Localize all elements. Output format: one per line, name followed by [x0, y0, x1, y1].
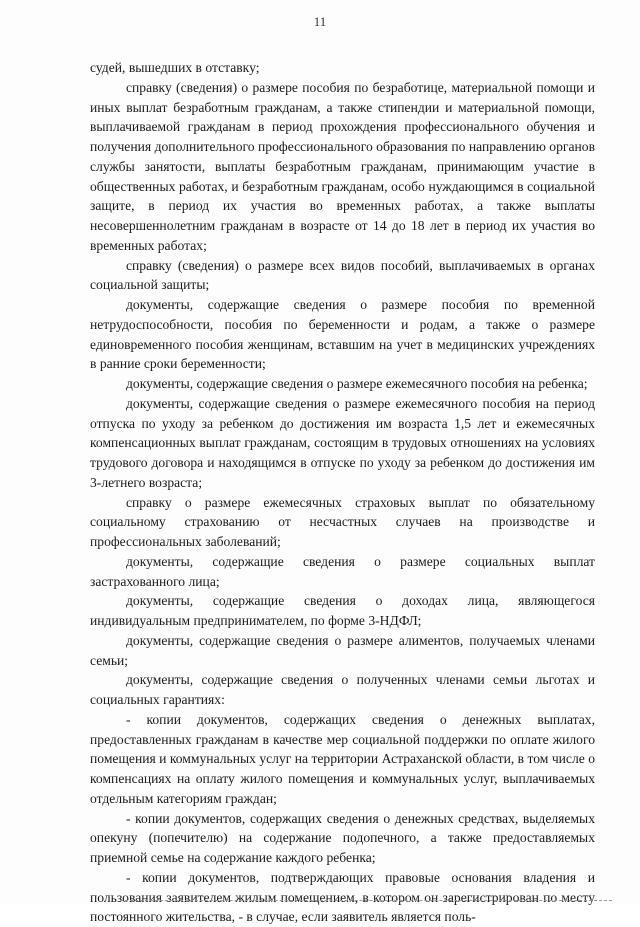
paragraph-13: - копии документов, содержащих сведения о денежных средствах, выделяемых опекуну (попечителю) на содержание подопечного, а также предоставляемых приемной семье на содержание каждого ребенка; — [90, 810, 595, 865]
paragraph-5: документы, содержащие сведения о размере ежемесячного пособия на ребенка; — [126, 376, 588, 391]
paragraph-6: документы, содержащие сведения о размере ежемесячного пособия на период отпуска по уходу за ребенком до достижения им возраста 1,5 лет и ежемесячных компенсационных выплат гражданам, состоящим в трудовых отношениях на условиях трудового договора и находящимся в отпуске по уходу за ребенком до достижения им 3-летнего возраста; — [90, 395, 595, 490]
paragraph-4: документы, содержащие сведения о размере пособия по временной нетрудоспособности, пособия по беременности и родам, а также о размере единовременного пособия женщинам, вставшим на учет в медицинских учреждениях в ранние сроки беременности; — [90, 297, 595, 372]
paragraph-3: справку (сведения) о размере всех видов пособий, выплачиваемых в органах социальной защиты; — [90, 257, 595, 293]
paragraph-7: справку о размере ежемесячных страховых выплат по обязательному социальному страхованию от несчастных случаев на производстве и профессиональных заболеваний; — [90, 494, 595, 549]
paragraph-10: документы, содержащие сведения о размере алиментов, получаемых членами семьи; — [90, 632, 595, 668]
paragraph-9: документы, содержащие сведения о доходах лица, являющегося индивидуальным предпринимателем, по форме 3-НДФЛ; — [90, 593, 595, 628]
paragraph-14: - копии документов, подтверждающих правовые основания владения и пользования заявителем жилым помещением, в котором он зарегистрирован по месту постоянного жительства, - в случае, если заявитель является поль- — [90, 869, 595, 925]
footer-divider — [120, 900, 612, 901]
paragraph-8: документы, содержащие сведения о размере социальных выплат застрахованного лица; — [90, 553, 595, 589]
paragraph-2: справку (сведения) о размере пособия по безработице, материальной помощи и иных выплат безработным гражданам, а также стипендии и материальной помощи, выплачиваемой гражданам в период прохождения профессионального обучения и получения дополнительного профессионального образования по направлению органов службы занятости, выплаты безработным гражданам, принимающим участие в общественных работах, и безработным гражданам, особо нуждающимся в социальной защите, в период их участия во временных работах, а также выплаты несовершеннолетним гражданам в возрасте от 14 до 18 лет в период их участия во временных работах; — [90, 79, 595, 253]
document-body — [90, 58, 595, 927]
page-number: 11 — [313, 14, 327, 29]
paragraph-1: судей, вышедших в отставку; — [90, 60, 260, 75]
paragraph-12: - копии документов, содержащих сведения о денежных выплатах, предоставленных гражданам в качестве мер социальной поддержки по оплате жилого помещения и коммунальных услуг на территории Астраханской области, в том числе о компенсациях на оплату жилого помещения и коммунальных услуг, выплачиваемых отдельным категориям граждан; — [90, 711, 595, 806]
paragraph-11: документы, содержащие сведения о полученных членами семьи льготах и социальных гарантиях: — [90, 672, 595, 707]
